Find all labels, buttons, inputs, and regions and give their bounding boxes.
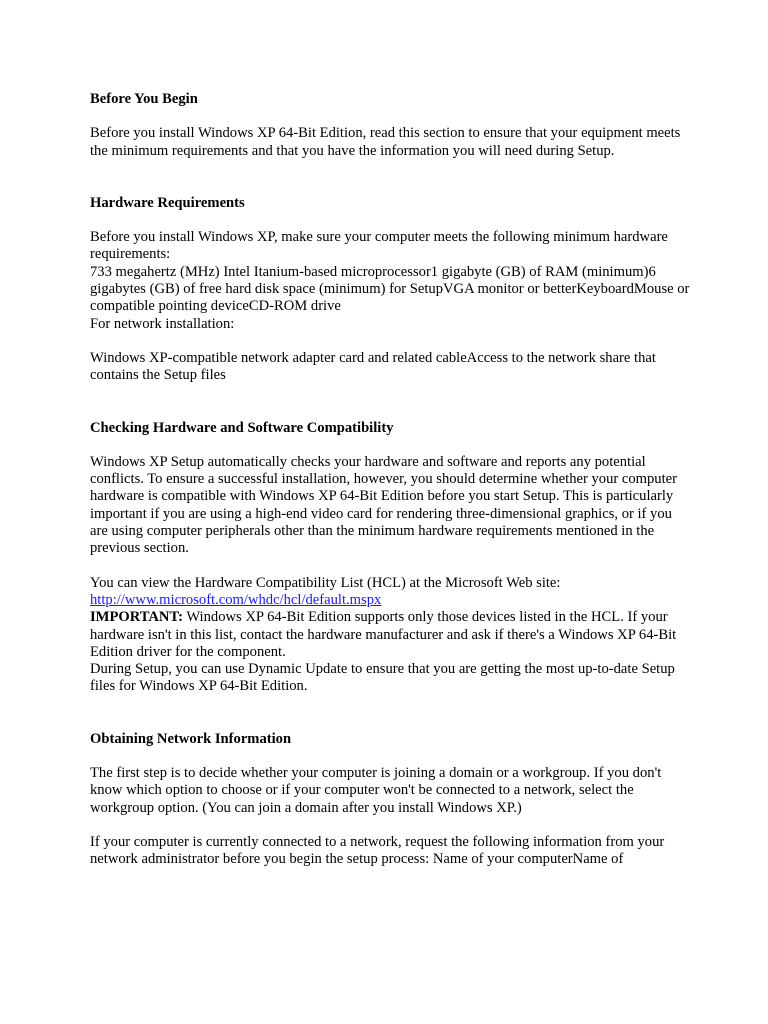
- heading-compatibility: Checking Hardware and Software Compatibility: [90, 419, 394, 436]
- important-text: Windows XP 64-Bit Edition supports only those devices listed in the HCL. If your hardware isn't in this list, contact the hardware manufacturer and ask if there's a Windows XP 64-Bit Edition driver for the component.: [90, 609, 677, 660]
- document-body: [90, 91, 690, 869]
- paragraph-hcl: You can view the Hardware Compatibility List (HCL) at the Microsoft Web site:: [90, 574, 561, 591]
- heading-before-you-begin: Before You Begin: [90, 91, 198, 107]
- paragraph-hardware-intro: Before you install Windows XP, make sure your computer meets the following minimum hardware requirements:: [90, 229, 668, 263]
- paragraph-network-install-list: Windows XP-compatible network adapter card and related cableAccess to the network share that contains the Setup files: [90, 349, 656, 384]
- paragraph-network-admin: If your computer is currently connected to a network, request the following information from your network administrator before you begin the setup process: Name of your computerName of: [90, 833, 665, 868]
- paragraph-hardware-list: 733 megahertz (MHz) Intel Itanium-based microprocessor1 gigabyte (GB) of RAM (minimum)6 gigabytes (GB) of free hard disk space (minimum) for SetupVGA monitor or betterKeyboardMouse or compatible pointing deviceCD-ROM drive: [90, 263, 690, 315]
- paragraph-important: [90, 609, 690, 661]
- hcl-link[interactable]: http://www.microsoft.com/whdc/hcl/default.mspx: [90, 591, 382, 608]
- paragraph-dynamic-update: During Setup, you can use Dynamic Update to ensure that you are getting the most up-to-date Setup files for Windows XP 64-Bit Edition.: [90, 661, 675, 695]
- paragraph-before-intro: Before you install Windows XP 64-Bit Edition, read this section to ensure that your equipment meets the minimum requirements and that you have the information you will need during Setup.: [90, 125, 681, 159]
- important-label: IMPORTANT:: [90, 609, 183, 626]
- hcl-link-line: [90, 592, 690, 609]
- paragraph-network-install-label: For network installation:: [90, 315, 235, 332]
- paragraph-compat-intro: Windows XP Setup automatically checks your hardware and software and reports any potential conflicts. To ensure a successful installation, however, you should determine whether your computer hardware is compatible with Windows XP 64-Bit Edition before you start Setup. This is particularly important if you are using a high-end video card for rendering three-dimensional graphics, or if you are using computer peripherals other than the minimum hardware requirements mentioned in the previous section.: [90, 453, 677, 557]
- paragraph-domain-workgroup: The first step is to decide whether your computer is joining a domain or a workgroup. If you don't know which option to choose or if your computer won't be connected to a network, select the workgroup option. (You can join a domain after you install Windows XP.): [90, 765, 662, 816]
- heading-hardware-requirements: Hardware Requirements: [90, 194, 245, 211]
- heading-network-info: Obtaining Network Information: [90, 730, 292, 747]
